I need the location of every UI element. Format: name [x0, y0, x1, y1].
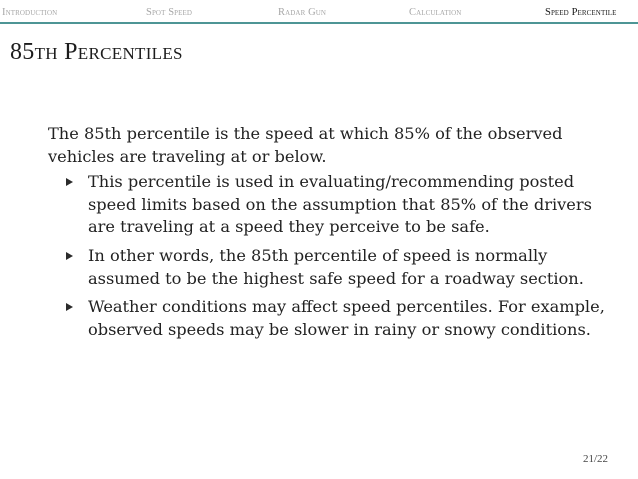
triangle-bullet-icon [66, 252, 73, 260]
bullet-text: This percentile is used in evaluating/recommending posted speed limits based on the assumption that 85% of the drivers are traveling at a speed they perceive to be safe. [88, 172, 592, 237]
bullet-item [88, 296, 608, 341]
bullet-item [88, 171, 608, 239]
nav-item-spot-speed[interactable]: Spot Speed [146, 7, 193, 18]
section-navigation [0, 0, 638, 22]
frame-title: 85th Percentiles [10, 39, 183, 65]
bullet-text: In other words, the 85th percentile of speed is normally assumed to be the highest safe speed for a roadway section. [88, 245, 584, 288]
nav-item-radar-gun[interactable]: Radar Gun [278, 7, 327, 18]
frame-content [48, 123, 608, 347]
nav-divider [0, 22, 638, 24]
bullet-list [48, 171, 608, 341]
nav-item-calculation[interactable]: Calculation [409, 7, 462, 18]
triangle-bullet-icon [66, 303, 73, 311]
bullet-item [88, 245, 608, 290]
bullet-text: Weather conditions may affect speed percentiles. For example, observed speeds may be slower in rainy or snowy conditions. [88, 297, 605, 339]
page-number: 21/22 [582, 453, 608, 465]
triangle-bullet-icon [66, 178, 73, 186]
nav-item-introduction[interactable]: Introduction [2, 7, 58, 18]
nav-item-speed-percentile[interactable]: Speed Percentile [545, 7, 617, 18]
intro-paragraph: The 85th percentile is the speed at which 85% of the observed vehicles are traveling at or below. [48, 124, 563, 166]
